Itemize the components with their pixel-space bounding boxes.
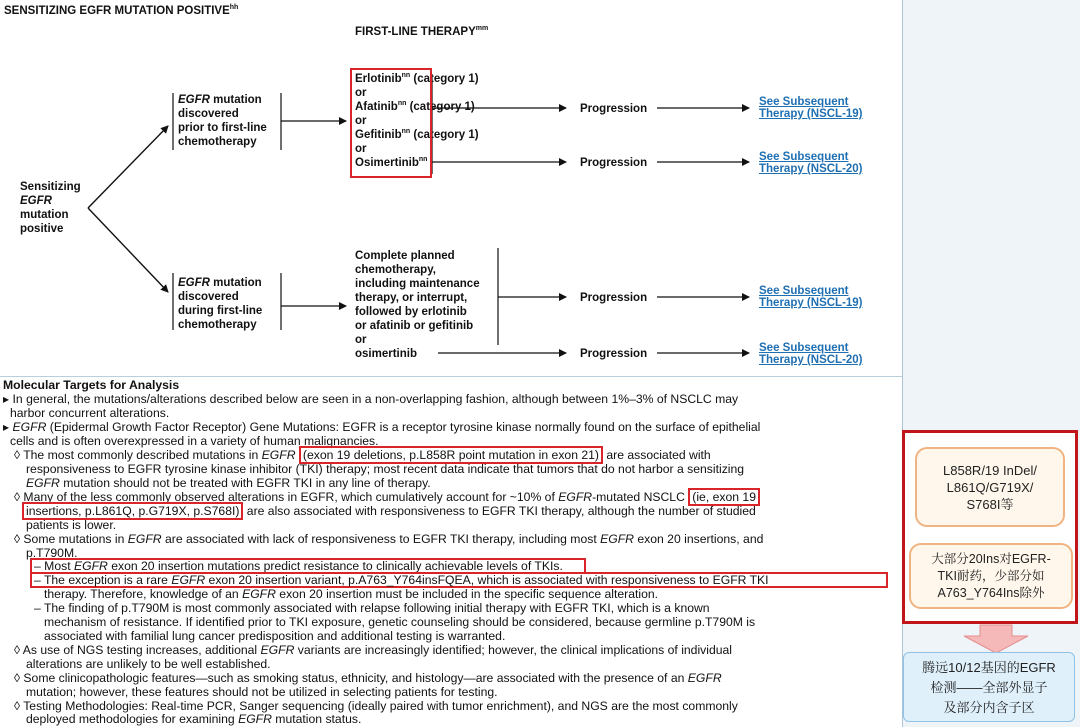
branch-text: discovered	[178, 291, 239, 303]
note-line: A763_Y764Ins除外	[937, 585, 1045, 600]
body-text: The most commonly described mutations in	[23, 448, 262, 462]
root-line: mutation	[20, 209, 69, 221]
or-text: or	[355, 87, 367, 99]
drug-category: (category 1)	[410, 129, 479, 141]
link-text[interactable]: Therapy (NSCL-19)	[759, 297, 863, 309]
body-text: EGFR	[26, 476, 60, 490]
link-nscl-20[interactable]	[759, 342, 863, 366]
body-text: are associated with lack of responsiveness to EGFR TKI therapy, including most	[161, 532, 601, 546]
body-text: EGFR	[12, 420, 47, 434]
body-text: EGFR	[242, 587, 276, 601]
branch-text: chemotherapy	[178, 136, 257, 148]
branch-prior-first-line	[178, 93, 267, 149]
link-text[interactable]: See Subsequent	[759, 151, 849, 163]
body-text: exon 20 insertion must be included in the specific sequence alteration.	[275, 587, 659, 601]
page-title-text: SENSITIZING EGFR MUTATION POSITIVE	[4, 5, 230, 17]
body-text: In general, the mutations/alterations described below are seen in a non-overlapping fashion, although between 1%–3% of NSCLC may	[12, 392, 739, 406]
progression-label: Progression	[580, 292, 648, 304]
or-text: or	[355, 115, 367, 127]
body-text: exon 20 insertions, and	[633, 532, 764, 546]
branch-text: EGFR	[178, 94, 210, 106]
dash-line	[34, 574, 769, 588]
body-text: EGFR	[73, 559, 108, 573]
note-line: 腾远10/12基因的EGFR	[922, 660, 1056, 675]
branch-text: prior to first-line	[178, 122, 267, 134]
link-nscl-20[interactable]	[759, 151, 863, 175]
section-divider	[0, 376, 902, 377]
body-text: are associated with	[602, 448, 711, 462]
link-text[interactable]: See Subsequent	[759, 342, 849, 354]
branch-text: mutation	[209, 277, 262, 289]
diamond-bullet-icon: ◊	[14, 671, 21, 685]
body-text: cells and is often overexpressed in a variety of human malignancies.	[10, 434, 379, 448]
bullet-icon: ▸	[3, 420, 10, 434]
body-text: exon 20 insertion variant, p.A763_Y764insFQEA, which is associated with responsiveness to EGFR TKI	[205, 573, 769, 587]
body-text: deployed methodologies for examining	[26, 712, 239, 726]
body-text: alterations are unlikely to be well established.	[26, 657, 271, 671]
body-text: patients is lower.	[26, 518, 117, 532]
root-line: EGFR	[20, 195, 52, 207]
highlighted-text: insertions, p.L861Q, p.G719X, p.S768I)	[22, 502, 243, 520]
body-text: responsiveness to EGFR tyrosine kinase inhibitor (TKI) therapy; most recent data indicate that tumors that do not harbor a sensitizing	[26, 462, 745, 476]
body-text: -mutated NSCLC	[592, 490, 689, 504]
note-line: 大部分20Ins对EGFR-	[931, 551, 1051, 566]
body-text: EGFR	[127, 532, 162, 546]
treatment-flowchart	[0, 0, 902, 376]
body-text: mutation should not be treated with EGFR TKI in any line of therapy.	[59, 476, 431, 490]
diamond-bullet-icon: ◊	[14, 699, 21, 713]
link-text[interactable]: Therapy (NSCL-19)	[759, 108, 863, 120]
note-line: L861Q/G719X/	[946, 479, 1034, 495]
root-line: Sensitizing	[20, 181, 81, 193]
body-text: mechanism of resistance. If identified prior to TKI exposure, genetic counseling should be considered, because germline p.T790M is	[44, 615, 756, 629]
sub-bullet-line	[14, 533, 763, 547]
drug-sup: nn	[401, 72, 411, 79]
body-text: EGFR	[558, 490, 593, 504]
sub-bullet-line	[14, 449, 711, 463]
drug-name: Gefitinib	[355, 129, 402, 141]
branch-text: during first-line	[178, 305, 263, 317]
link-text[interactable]: Therapy (NSCL-20)	[759, 354, 863, 366]
sensitizing-mutations-note	[915, 447, 1065, 527]
bullet-icon: ▸	[3, 392, 10, 406]
root-line: positive	[20, 223, 64, 235]
or-text: or	[355, 143, 367, 155]
body-text: – The exception is a rare	[34, 573, 172, 587]
root-node	[20, 180, 81, 236]
drug-name: Erlotinib	[355, 73, 402, 85]
body-text: EGFR	[260, 643, 295, 657]
chemo-line: osimertinib	[355, 348, 417, 360]
body-text: harbor concurrent alterations.	[10, 406, 170, 420]
down-arrow-icon	[960, 624, 1032, 654]
note-line: TKI耐药，少部分如	[937, 568, 1045, 583]
detection-note	[903, 652, 1075, 722]
chemo-line: therapy, or interrupt,	[355, 292, 468, 304]
body-text	[44, 588, 658, 602]
body-text	[26, 477, 431, 491]
body-text	[26, 713, 361, 727]
body-text: are also associated with responsiveness to EGFR TKI therapy, although the number of studied	[243, 504, 756, 518]
body-text: associated with familial lung cancer predisposition and additional testing is warranted.	[44, 629, 506, 643]
link-nscl-19[interactable]	[759, 285, 863, 309]
chemo-line: or afatinib or gefitinib	[355, 320, 474, 332]
sub-bullet-line	[14, 644, 732, 658]
body-text: p.T790M.	[26, 546, 78, 560]
chemo-line: chemotherapy,	[355, 264, 436, 276]
drug-sup: nn	[418, 156, 428, 163]
body-text: Some mutations in	[23, 532, 128, 546]
diamond-bullet-icon: ◊	[14, 448, 21, 462]
note-line: 及部分内含子区	[943, 700, 1035, 715]
body-text: EGFR	[171, 573, 206, 587]
page-title-sup: hh	[229, 4, 239, 11]
section-heading: Molecular Targets for Analysis	[3, 378, 180, 392]
body-text: variants are increasingly identified; however, the clinical implications of individual	[294, 643, 733, 657]
body-text: mutation; however, these features should not be utilized in selecting patients for testing.	[26, 685, 498, 699]
link-text[interactable]: See Subsequent	[759, 96, 849, 108]
body-text: exon 20 insertion mutations predict resistance to clinically achievable levels of TKIs.	[107, 559, 563, 573]
branch-text: mutation	[209, 94, 262, 106]
drug-sup: nn	[401, 128, 411, 135]
column-title	[355, 25, 488, 39]
body-text: EGFR	[600, 532, 634, 546]
bullet-line	[3, 393, 738, 407]
note-line: S768I等	[966, 496, 1014, 512]
chemo-line: followed by erlotinib	[355, 306, 467, 318]
bullet-line	[3, 421, 760, 435]
link-nscl-19[interactable]	[759, 96, 863, 120]
diamond-bullet-icon: ◊	[14, 643, 21, 657]
body-text	[22, 505, 756, 519]
body-text: therapy. Therefore, knowledge of an	[44, 587, 243, 601]
dash-line: – The finding of p.T790M is most commonly associated with relapse following initial therapy with EGFR TKI, which is a known	[34, 601, 710, 615]
column-title-text: FIRST-LINE THERAPY	[355, 26, 476, 38]
body-text: As use of NGS testing increases, additional	[22, 643, 261, 657]
progression-label: Progression	[580, 103, 648, 115]
note-line: L858R/19 InDel/	[943, 462, 1037, 478]
highlighted-text: (ie, exon 19	[688, 488, 760, 506]
drug-category: (category 1)	[406, 101, 475, 113]
drug-sup: nn	[397, 100, 407, 107]
body-text: (Epidermal Growth Factor Receptor) Gene Mutations: EGFR is a receptor tyrosine kinase normally found on the surface of epithelial	[46, 420, 761, 434]
chemo-line: including maintenance	[355, 278, 480, 290]
exon20-resistance-note	[909, 543, 1073, 609]
annotation-callout-panel	[902, 430, 1078, 624]
chemo-line: or	[355, 334, 367, 346]
link-text[interactable]: Therapy (NSCL-20)	[759, 163, 863, 175]
highlighted-text: (exon 19 deletions, p.L858R point mutation in exon 21)	[299, 446, 603, 464]
branch-text: EGFR	[178, 277, 210, 289]
diamond-bullet-icon: ◊	[14, 490, 21, 504]
drug-name: Osimertinib	[355, 157, 419, 169]
branch-during-first-line	[178, 276, 262, 332]
tki-highlight-box	[350, 68, 432, 178]
branch-text: discovered	[178, 108, 239, 120]
link-text[interactable]: See Subsequent	[759, 285, 849, 297]
note-line: 检测——全部外显子	[930, 680, 1048, 695]
body-text: – Most	[34, 559, 74, 573]
body-text: EGFR	[687, 671, 722, 685]
page-title	[4, 4, 238, 18]
diamond-bullet-icon: ◊	[14, 532, 21, 546]
progression-label: Progression	[580, 348, 648, 360]
body-text: Testing Methodologies: Real-time PCR, Sanger sequencing (ideally paired with tumor enrichment), and NGS are the most commonly	[23, 699, 738, 713]
drug-category: (category 1)	[410, 73, 479, 85]
body-text: EGFR	[238, 712, 272, 726]
body-text: Some clinicopathologic features—such as smoking status, ethnicity, and histology—are associated with the presence of an	[23, 671, 688, 685]
branch-text: chemotherapy	[178, 319, 257, 331]
body-text: mutation status.	[271, 712, 362, 726]
sub-bullet-line	[14, 672, 722, 686]
chemo-options	[355, 249, 480, 361]
progression-label: Progression	[580, 157, 648, 169]
body-text: Many of the less commonly observed alterations in EGFR, which cumulatively account for ~10% of	[23, 490, 559, 504]
body-text: EGFR	[261, 448, 296, 462]
chemo-line: Complete planned	[355, 250, 455, 262]
column-title-sup: mm	[475, 25, 489, 32]
drug-name: Afatinib	[355, 101, 398, 113]
